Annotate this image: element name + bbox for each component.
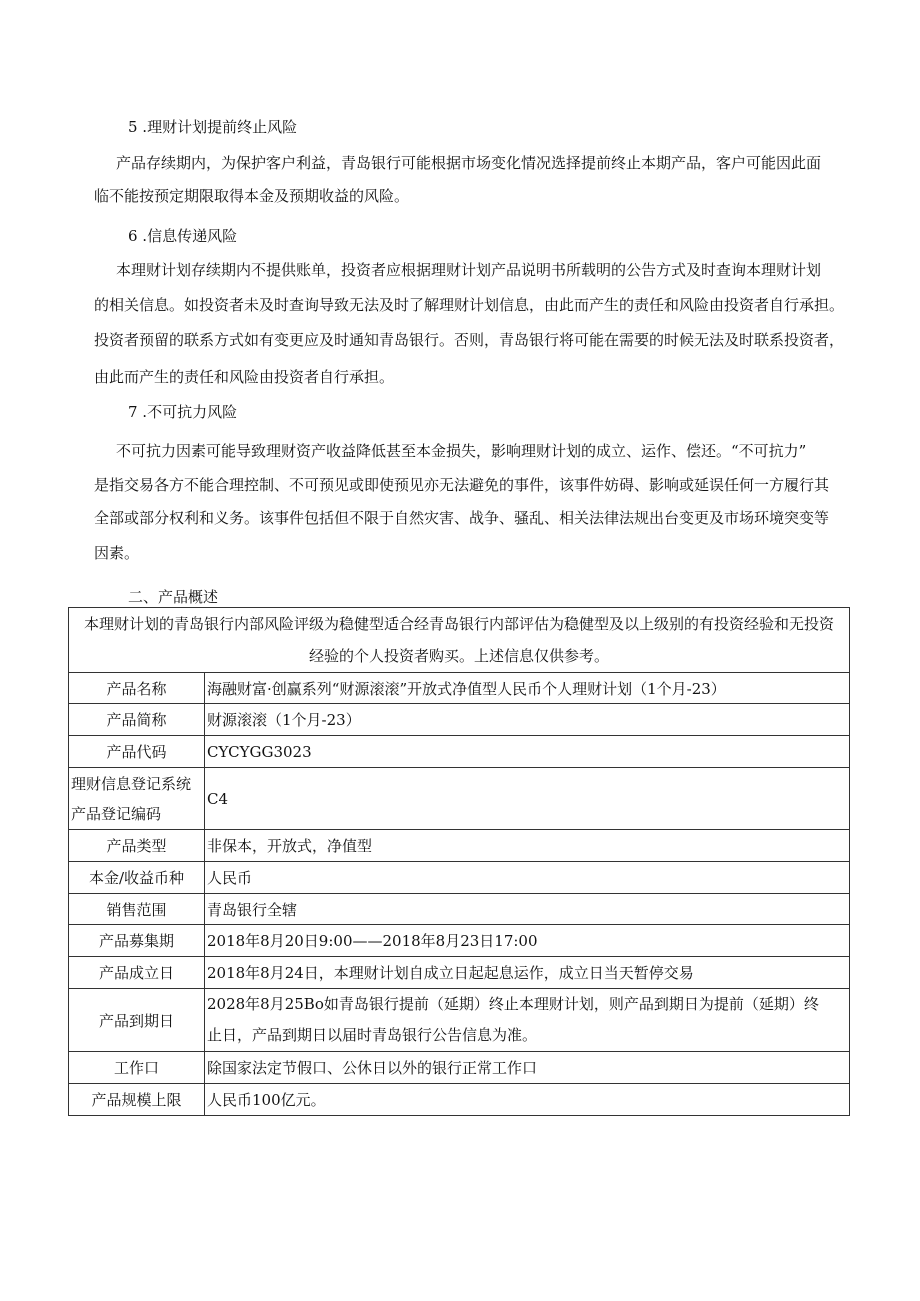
row-value: 2018年8月20日9:00——2018年8月23日17:00 <box>205 925 850 957</box>
paragraph-line: 本理财计划存续期内不提供账单，投资者应根据理财计划产品说明书所载明的公告方式及时查询本理财计划 <box>116 261 822 279</box>
row-value: 人民币100亿元。 <box>205 1084 850 1116</box>
risk-notice-cell <box>69 608 850 673</box>
table-row <box>69 862 850 894</box>
paragraph-line: 是指交易各方不能合理控制、不可预见或即使预见亦无法避免的事件，该事件妨碍、影响或延误任何一方履行其 <box>94 476 830 494</box>
row-value: 非保本，开放式，净值型 <box>205 830 850 862</box>
row-label: 产品募集期 <box>69 925 205 957</box>
section-heading: 5 .理财计划提前终止风险 <box>128 118 298 136</box>
row-label <box>69 768 205 830</box>
notice-line: 经验的个人投资者购买。上述信息仅供参考。 <box>308 647 609 665</box>
row-value: CYCYGG3023 <box>205 736 850 768</box>
row-label: 产品简称 <box>69 704 205 736</box>
row-value-line: 止日，产品到期日以届时青岛银行公告信息为准。 <box>207 1026 538 1044</box>
row-label: 产品名称 <box>69 673 205 704</box>
row-value-line: 2028年8月25Bo如青岛银行提前（延期）终止本理财计划，则产品到期日为提前（延期）终 <box>207 995 819 1013</box>
section-heading: 7 .不可抗力风险 <box>128 403 238 421</box>
table-row <box>69 989 850 1052</box>
row-value: 除国家法定节假口、公休日以外的银行正常工作口 <box>205 1052 850 1084</box>
row-label: 产品规模上限 <box>69 1084 205 1116</box>
row-value: C4 <box>205 768 850 830</box>
notice-line: 本理财计划的青岛银行内部风险评级为稳健型适合经青岛银行内部评估为稳健型及以上级别的有投资经验和无投资 <box>83 615 834 633</box>
row-label: 产品到期日 <box>69 989 205 1052</box>
paragraph-line: 因素。 <box>94 544 140 562</box>
table-row <box>69 1052 850 1084</box>
paragraph-line: 由此而产生的责任和风险由投资者自行承担。 <box>94 368 395 386</box>
overview-heading: 二、产品概述 <box>128 588 219 606</box>
paragraph-line: 的相关信息。如投资者未及时查询导致无法及时了解理财计划信息，由此而产生的责任和风险由投资者自行承担。 <box>94 296 845 314</box>
row-value: 人民币 <box>205 862 850 894</box>
table-row <box>69 957 850 989</box>
row-label: 产品类型 <box>69 830 205 862</box>
row-label-line: 产品登记编码 <box>71 804 162 823</box>
table-row <box>69 736 850 768</box>
row-value: 海融财富·创赢系列“财源滚滚”开放式净值型人民币个人理财计划（1个月-23） <box>205 673 850 704</box>
table-row <box>69 673 850 704</box>
table-row <box>69 768 850 830</box>
row-label: 本金/收益币种 <box>69 862 205 894</box>
paragraph-line: 全部或部分权利和义务。该事件包括但不限于自然灾害、战争、骚乱、相关法律法规出台变更及市场环境突变等 <box>94 509 830 527</box>
row-label-line: 理财信息登记系统 <box>71 774 192 793</box>
table-row <box>69 830 850 862</box>
paragraph-line: 产品存续期内，为保护客户利益，青岛银行可能根据市场变化情况选择提前终止本期产品，客户可能因此面 <box>116 154 822 172</box>
table-row <box>69 704 850 736</box>
row-label: 销售范围 <box>69 894 205 925</box>
product-overview-table <box>68 607 850 1116</box>
paragraph-line: 临不能按预定期限取得本金及预期收益的风险。 <box>94 187 410 205</box>
row-label: 产品成立日 <box>69 957 205 989</box>
paragraph-line: 投资者预留的联系方式如有变更应及时通知青岛银行。否则，青岛银行将可能在需要的时候无法及时联系投资者， <box>94 331 845 349</box>
row-value <box>205 989 850 1052</box>
row-value: 2018年8月24日，本理财计划自成立日起起息运作，成立日当天暂停交易 <box>205 957 850 989</box>
row-value: 财源滚滚（1个月-23） <box>205 704 850 736</box>
paragraph-line: 不可抗力因素可能导致理财资产收益降低甚至本金损失，影响理财计划的成立、运作、偿还。“不可抗力” <box>116 442 807 460</box>
row-label: 产品代码 <box>69 736 205 768</box>
section-heading: 6 .信息传递风险 <box>128 227 238 245</box>
row-value: 青岛银行全辖 <box>205 894 850 925</box>
table-row <box>69 894 850 925</box>
row-label: 工作口 <box>69 1052 205 1084</box>
table-row <box>69 1084 850 1116</box>
table-row <box>69 925 850 957</box>
